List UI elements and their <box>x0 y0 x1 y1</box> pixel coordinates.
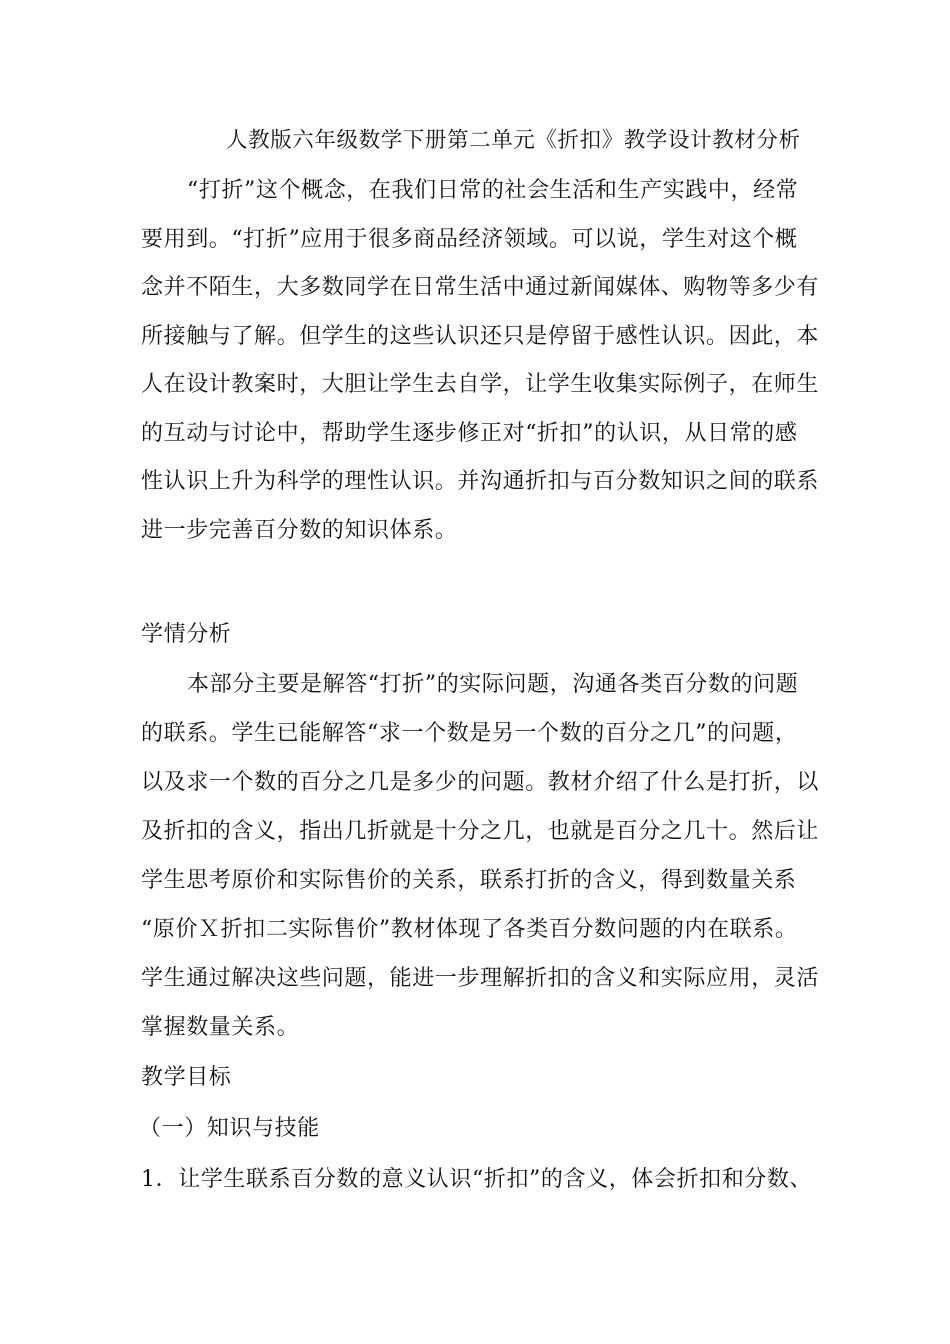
paragraph-line: 进一步完善百分数的知识体系。 <box>141 518 458 543</box>
paragraph-line: 的联系。学生已能解答“求一个数是另一个数的百分之几”的问题， <box>141 721 798 746</box>
paragraph-line: 及折扣的含义，指出几折就是十分之几，也就是百分之几十。然后让 <box>141 819 820 844</box>
paragraph-line: 念并不陌生，大多数同学在日常生活中通过新闻媒体、购物等多少有 <box>141 275 820 300</box>
subsection-heading-knowledge-skills: （一）知识与技能 <box>139 1116 320 1141</box>
paragraph-line: 性认识上升为科学的理性认识。并沟通折扣与百分数知识之间的联系 <box>141 469 820 494</box>
paragraph-line: 的互动与讨论中，帮助学生逐步修正对“折扣”的认识，从日常的感 <box>141 421 798 446</box>
paragraph-line: 掌握数量关系。 <box>141 1015 300 1040</box>
paragraph-line: “原价Ｘ折扣二实际售价”教材体现了各类百分数问题的内在联系。 <box>141 917 798 942</box>
paragraph-line: 所接触与了解。但学生的这些认识还只是停留于感性认识。因此，本 <box>141 324 820 349</box>
document-title: 人教版六年级数学下册第二单元《折扣》教学设计教材分析 <box>226 128 801 153</box>
paragraph-line: 要用到。“打折”应用于很多商品经济领域。可以说，学生对这个概 <box>141 227 798 252</box>
paragraph-line: 以及求一个数的百分之几是多少的问题。教材介绍了什么是打折，以 <box>141 770 820 795</box>
section-heading-teaching-goals: 教学目标 <box>141 1065 232 1090</box>
goal-item-1: 1．让学生联系百分数的意义认识“折扣”的含义，体会折扣和分数、 <box>141 1167 813 1192</box>
paragraph-line: 学生通过解决这些问题，能进一步理解折扣的含义和实际应用，灵活 <box>141 966 820 991</box>
paragraph-line: 人在设计教案时，大胆让学生去自学，让学生收集实际例子，在师生 <box>141 372 820 397</box>
paragraph-line: 学生思考原价和实际售价的关系，联系打折的含义，得到数量关系 <box>141 868 797 893</box>
section-heading-learning-analysis: 学情分析 <box>141 622 232 647</box>
paragraph-line: “打折”这个概念，在我们日常的社会生活和生产实践中，经常 <box>187 178 799 203</box>
paragraph-line: 本部分主要是解答“打折”的实际问题，沟通各类百分数的问题 <box>187 672 799 697</box>
